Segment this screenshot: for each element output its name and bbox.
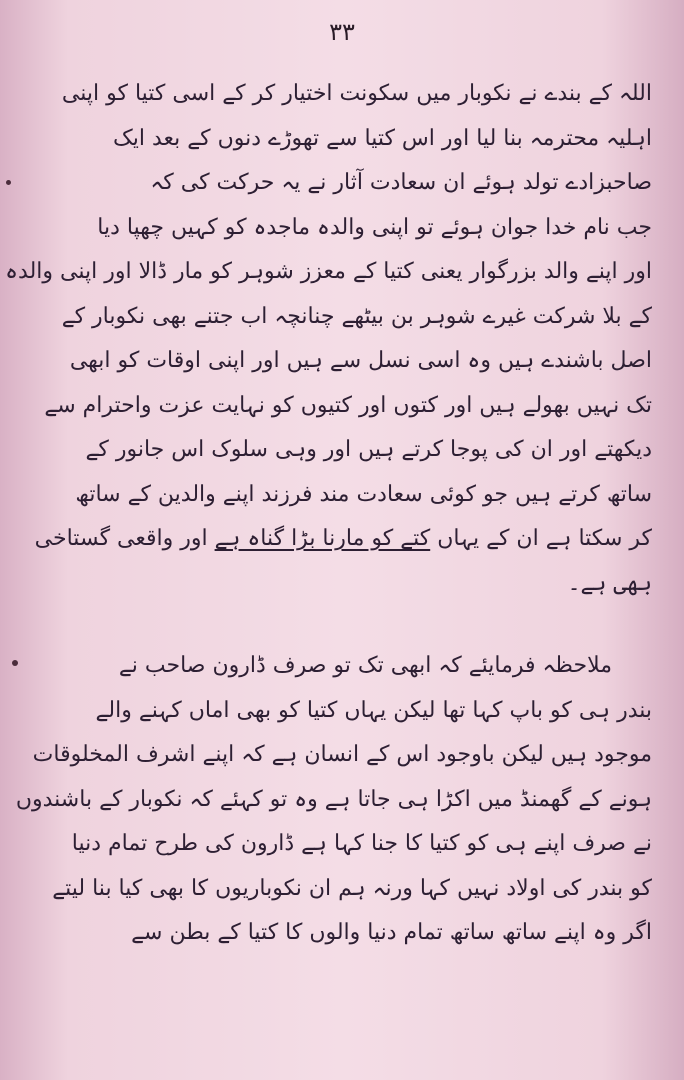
urdu-text-body	[5, 72, 652, 956]
text-line: ملاحظہ فرمایئے کہ ابھی تک تو صرف ڈارون صاحب نے	[118, 653, 612, 678]
underlined-phrase: کتے کو مارنا بڑا گناہ ہے	[214, 526, 431, 551]
text-line: ہونے کے گھمنڈ میں اکڑا ہی جاتا ہے وہ تو کہئے کہ نکوبار کے باشندوں	[15, 786, 652, 812]
text-line: صاحبزادے تولد ہوئے ان سعادت آثار نے یہ حرکت کی کہ	[150, 170, 652, 195]
text-line: ساتھ کرتے ہیں جو کوئی سعادت مند فرزند اپنے والدین کے ساتھ	[75, 481, 652, 507]
ink-speck	[12, 660, 18, 666]
text-line: دیکھتے اور ان کی پوجا کرتے ہیں اور وہی سلوک اس جانور کے	[85, 437, 652, 462]
text-line: تک نہیں بھولے ہیں اور کتوں اور کتیوں کو نہایت عزت واحترام سے	[44, 392, 652, 418]
text-line: اللہ کے بندے نے نکوبار میں سکونت اختیار کر کے اسی کتیا کو اپنی	[61, 81, 652, 106]
text-line-with-underline	[34, 517, 652, 562]
text-segment: کر سکتا ہے ان کے یہاں	[437, 526, 652, 551]
text-line: نے صرف اپنے ہی کو کتیا کا جنا کہا ہے ڈارون کی طرح تمام دنیا	[71, 831, 652, 856]
paragraph-gap	[92, 606, 652, 644]
text-line: اصل باشندے ہیں وہ اسی نسل سے ہیں اور اپنی اوقات کو ابھی	[69, 348, 652, 373]
text-line: اگر وہ اپنے ساتھ ساتھ تمام دنیا والوں کا کتیا کے بطن سے	[131, 920, 652, 945]
text-line: کو بندر کی اولاد نہیں کہا ورنہ ہم ان نکوباریوں کا بھی کیا بنا لیتے	[52, 875, 652, 901]
page-number: ۳۳	[329, 18, 355, 46]
text-line: بندر ہی کو باپ کہا تھا لیکن یہاں کتیا کو بھی اماں کہنے والے	[95, 697, 652, 723]
text-line: بھی ہے۔	[567, 570, 652, 596]
text-line: اور اپنے والد بزرگوار یعنی کتیا کے معزز شوہر کو مار ڈالا اور اپنی والدہ	[5, 259, 652, 284]
text-line: جب نام خدا جوان ہوئے تو اپنی والدہ ماجدہ کو کہیں چھپا دیا	[97, 214, 652, 240]
text-line: کے بلا شرکت غیرے شوہر بن بیٹھے چنانچہ اب جتنے بھی نکوبار کے	[61, 303, 652, 329]
ink-speck	[6, 180, 11, 185]
text-segment: اور واقعی گستاخی	[34, 526, 215, 551]
text-line: موجود ہیں لیکن باوجود اس کے انسان ہے کہ اپنے اشرف المخلوقات	[32, 742, 652, 767]
text-line: اہلیہ محترمہ بنا لیا اور اس کتیا سے تھوڑے دنوں کے بعد ایک	[113, 125, 652, 151]
